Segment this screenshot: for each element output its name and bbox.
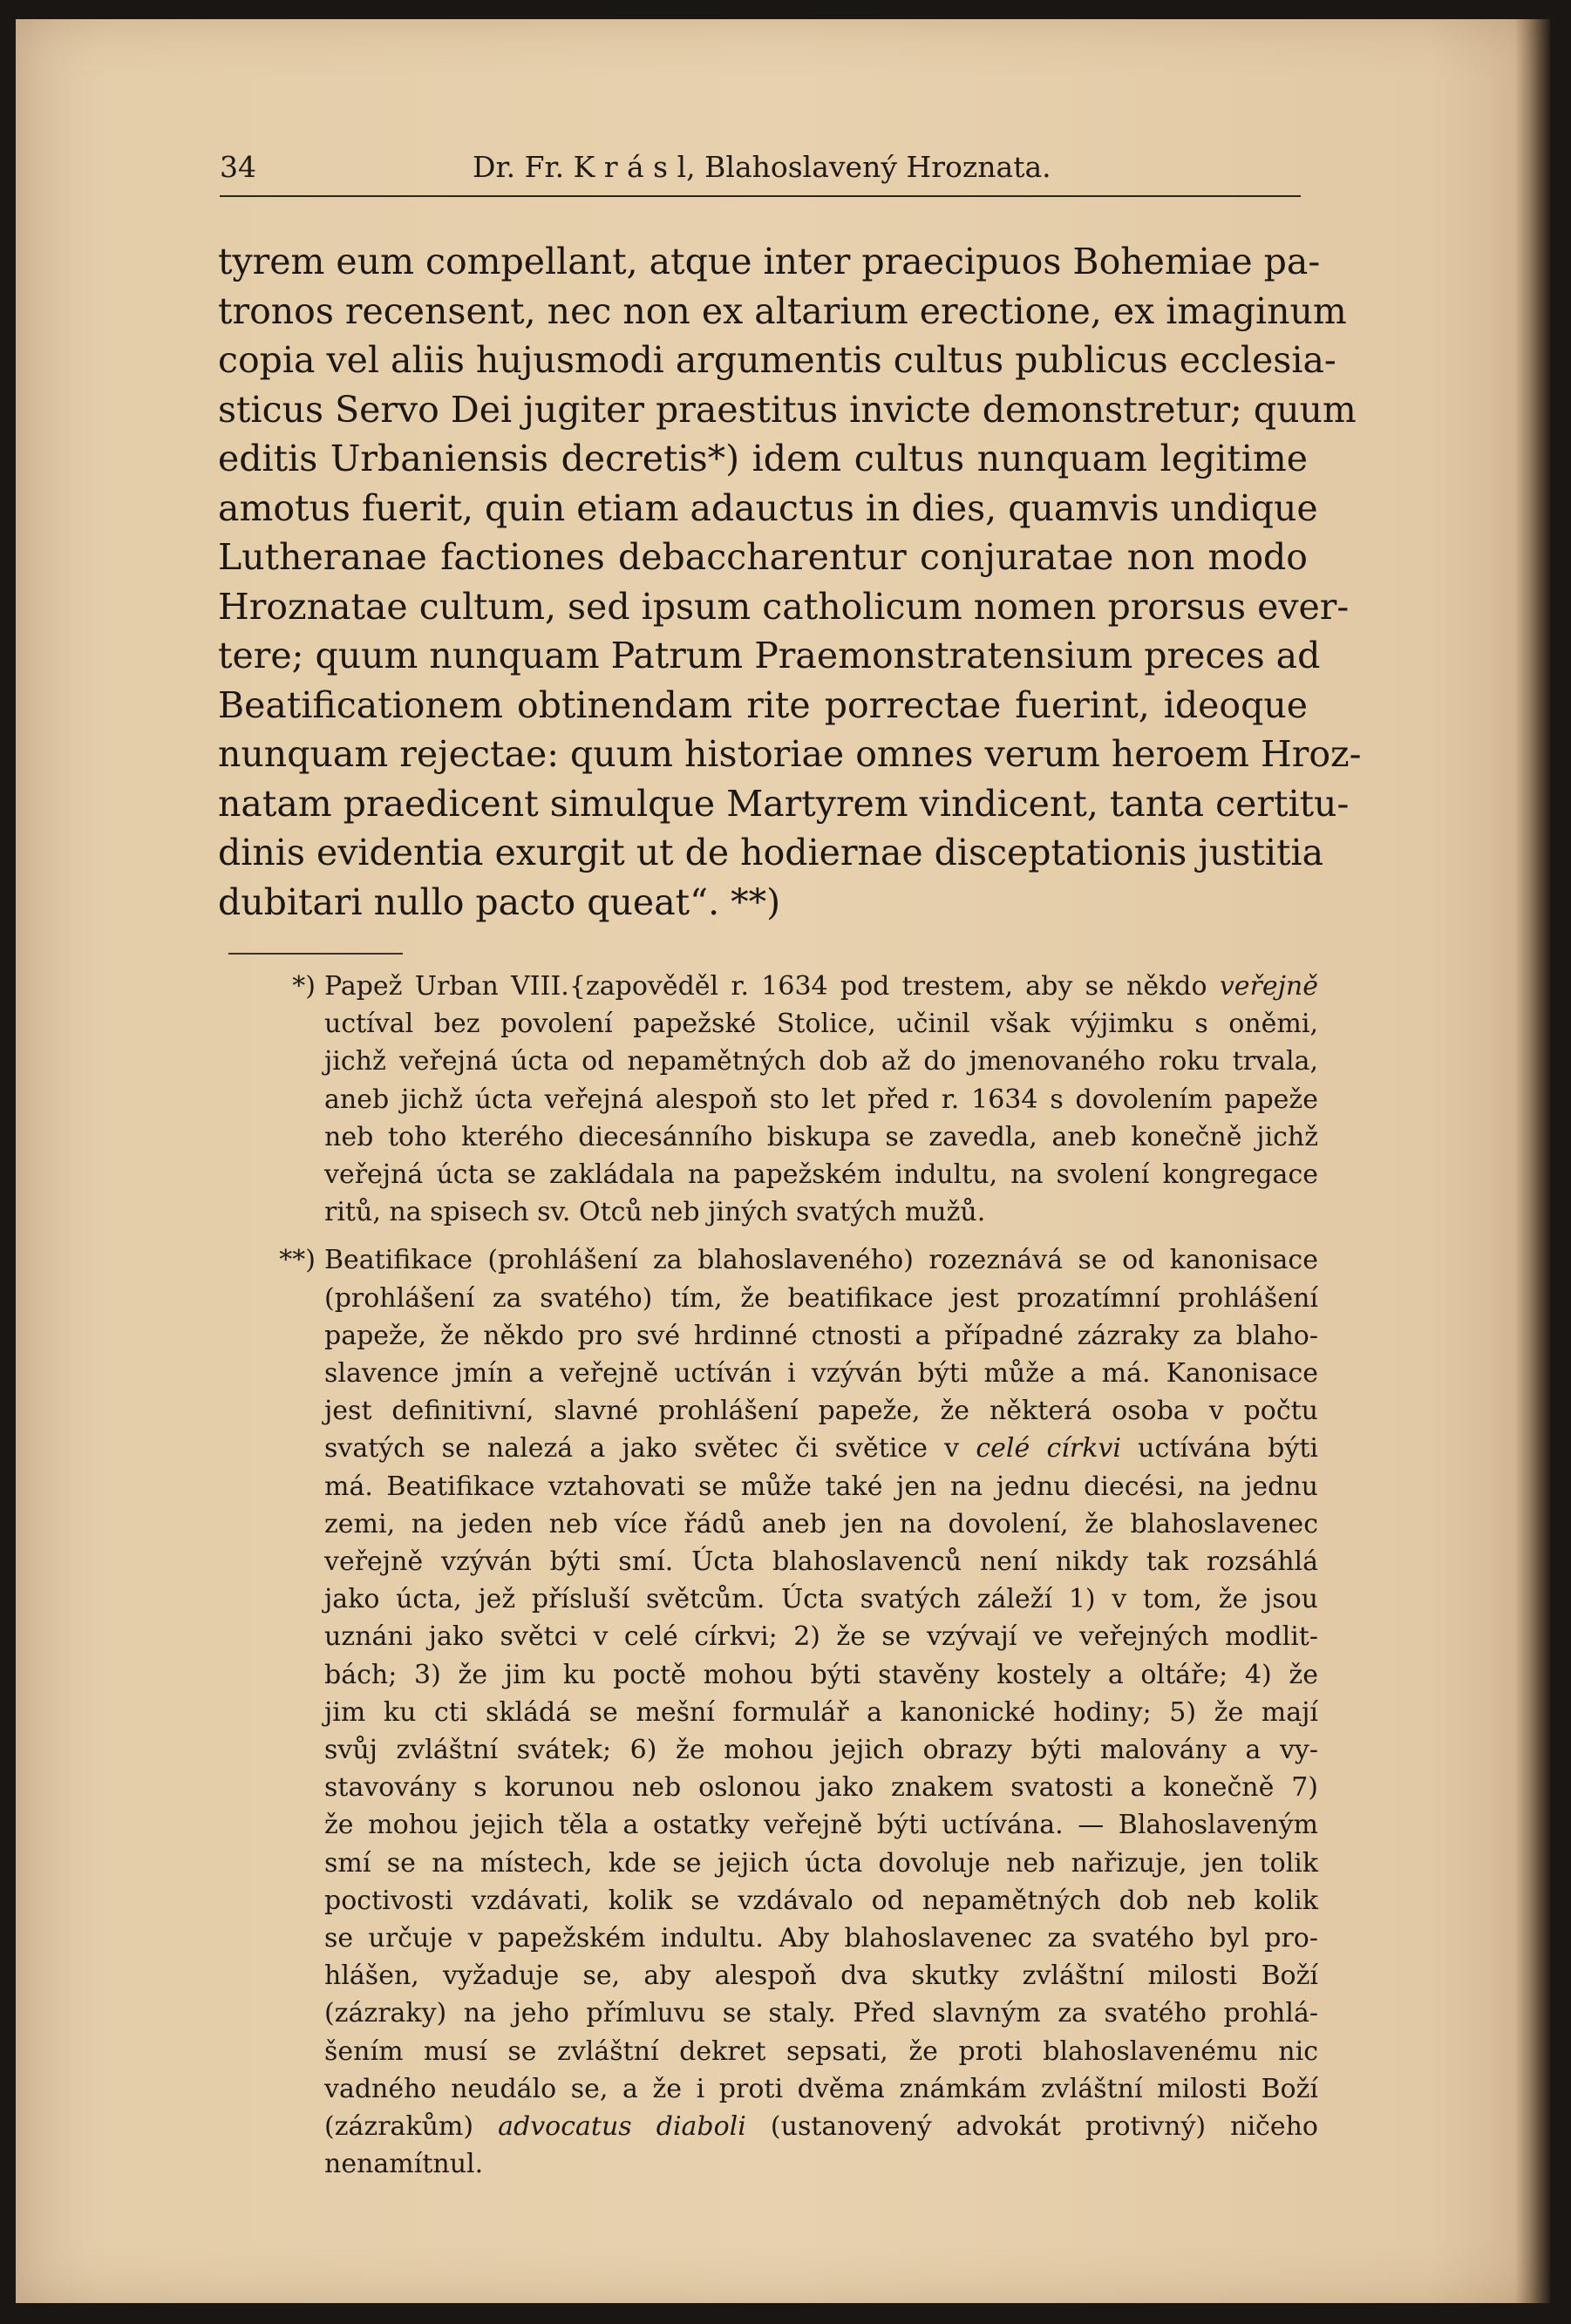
- page-header: [202, 148, 1302, 190]
- text-line: dubitari nullo pacto queat“. **): [218, 880, 781, 923]
- footnote-line: zemi, na jeden neb více řádů aneb jen na dovolení, že blahoslavenec: [324, 1508, 1318, 1539]
- footnote-line: veřejná úcta se zakládala na papežském indultu, na svolení kongregace: [324, 1159, 1318, 1191]
- footnote-line: jim ku cti skládá se mešní formulář a kanonické hodiny; 5) že mají: [324, 1696, 1318, 1728]
- footnote-line: neb toho kterého diecesánního biskupa se zavedla, aneb konečně jichž: [324, 1121, 1318, 1152]
- text-line: tere; quum nunquam Patrum Praemonstratensium preces ad: [218, 635, 1321, 676]
- footnote-line: Papež Urban VIII.{zapověděl r. 1634 pod trestem, aby se někdo veřejně: [324, 971, 1318, 1002]
- footnote-line: (prohlášení za svatého) tím, že beatifikace jest prozatímní prohlášení: [324, 1282, 1318, 1314]
- footnote-line: aneb jichž úcta veřejná alespoň sto let před r. 1634 s dovolením papeže: [324, 1084, 1318, 1115]
- footnote-line: jest definitivní, slavné prohlášení papeže, že některá osoba v počtu: [324, 1396, 1318, 1427]
- text-line: tronos recensent, nec non ex altarium erectione, ex imaginum: [218, 289, 1347, 332]
- page-number: 34: [220, 150, 256, 184]
- footnote-line: stavovány s korunou neb oslonou jako znakem svatosti a konečně 7): [324, 1772, 1318, 1804]
- footnote-line: svůj zvláštní svátek; 6) že mohou jejich obrazy býti malovány a vy-: [324, 1735, 1318, 1766]
- page-edge-shadow: [1515, 19, 1550, 2303]
- footnote-2: [246, 1241, 1318, 2183]
- footnote-line: slavence jmín a veřejně uctíván i vzýván býti může a má. Kanonisace: [324, 1358, 1318, 1390]
- footnote-rule: [228, 953, 403, 955]
- text-line: amotus fuerit, quin etiam adauctus in dies, quamvis undique: [218, 486, 1318, 529]
- text-line: natam praedicent simulque Martyrem vindicent, tanta certitu-: [218, 782, 1350, 825]
- footnote-line: ritů, na spisech sv. Otců neb jiných svatých mužů.: [324, 1197, 986, 1228]
- text-line: editis Urbaniensis decretis*) idem cultus nunquam legitime: [218, 438, 1308, 479]
- footnote-line: uznáni jako světci v celé církvi; 2) že se vzývají ve veřejných modlit-: [324, 1621, 1318, 1653]
- footnote-line: hlášen, vyžaduje se, aby alespoň dva skutky zvláštní milosti Boží: [324, 1960, 1318, 1992]
- main-text: [218, 237, 1362, 927]
- text-line: nunquam rejectae: quum historiae omnes verum heroem Hroz-: [218, 733, 1362, 775]
- emphasis: advocatus diaboli: [498, 2111, 746, 2143]
- footnote-line: smí se na místech, kde se jejich úcta dovoluje neb nařizuje, jen tolik: [324, 1847, 1318, 1879]
- text-line: Hroznatae cultum, sed ipsum catholicum nomen prorsus ever-: [218, 585, 1350, 628]
- emphasis: veřejně: [1219, 971, 1318, 1002]
- footnote-line: (zázraky) na jeho přímluvu se staly. Před slavným za svatého prohlá-: [324, 1998, 1318, 2029]
- header-rule: [220, 195, 1301, 197]
- footnote-line: (zázrakům) advocatus diaboli (ustanovený advokát protivný) ničeho: [324, 2111, 1318, 2143]
- footnote-line: veřejně vzýván býti smí. Úcta blahoslavenců není nikdy tak rozsáhlá: [324, 1546, 1318, 1578]
- footnote-1: [246, 968, 1318, 1231]
- text-line: Beatificationem obtinendam rite porrectae fuerint, ideoque: [218, 683, 1308, 726]
- footnote-line: vadného neudálo se, a že i proti dvěma známkám zvláštní milosti Boží: [324, 2073, 1318, 2104]
- footnote-line: se určuje v papežském indultu. Aby blahoslavenec za svatého byl pro-: [324, 1923, 1318, 1954]
- footnote-line: že mohou jejich těla a ostatky veřejně býti uctívána. — Blahoslaveným: [324, 1810, 1318, 1841]
- text-line: copia vel aliis hujusmodi argumentis cultus publicus ecclesia-: [218, 339, 1336, 381]
- footnote-line: nenamítnul.: [324, 2149, 484, 2180]
- footnotes: [246, 968, 1318, 2194]
- footnote-line: uctíval bez povolení papežské Stolice, učinil však výjimku s oněmi,: [324, 1009, 1318, 1040]
- footnote-marker: *): [292, 971, 316, 1002]
- footnote-line: Beatifikace (prohlášení za blahoslaveného) rozeznává se od kanonisace: [324, 1245, 1318, 1276]
- text-line: Lutheranae factiones debaccharentur conjuratae non modo: [218, 536, 1308, 578]
- footnote-line: papeže, že někdo pro své hrdinné ctnosti a případné zázraky za blaho-: [324, 1320, 1318, 1351]
- footnote-line: svatých se nalezá a jako světec či světice v celé církvi uctívána býti: [324, 1433, 1318, 1464]
- running-head: Dr. Fr. K r á s l, Blahoslavený Hroznata.: [473, 150, 1051, 184]
- footnote-marker: **): [279, 1245, 316, 1276]
- emphasis: celé církvi: [976, 1433, 1121, 1464]
- footnote-line: jichž veřejná úcta od nepamětných dob až do jmenovaného roku trvala,: [324, 1046, 1318, 1077]
- footnote-line: šením musí se zvláštní dekret sepsati, že proti blahoslavenému nic: [324, 2035, 1318, 2067]
- text-line: sticus Servo Dei jugiter praestitus invicte demonstretur; quum: [218, 388, 1357, 431]
- text-line: dinis evidentia exurgit ut de hodiernae disceptationis justitia: [218, 832, 1324, 873]
- text-line: tyrem eum compellant, atque inter praecipuos Bohemiae pa-: [218, 241, 1321, 282]
- footnote-line: jako úcta, jež přísluší světcům. Úcta svatých záleží 1) v tom, že jsou: [324, 1584, 1318, 1615]
- footnote-line: bách; 3) že jim ku poctě mohou býti stavěny kostely a oltáře; 4) že: [324, 1659, 1318, 1690]
- footnote-line: má. Beatifikace vztahovati se může také jen na jednu diecési, na jednu: [324, 1471, 1318, 1502]
- footnote-line: poctivosti vzdávati, kolik se vzdávalo od nepamětných dob neb kolik: [324, 1885, 1318, 1916]
